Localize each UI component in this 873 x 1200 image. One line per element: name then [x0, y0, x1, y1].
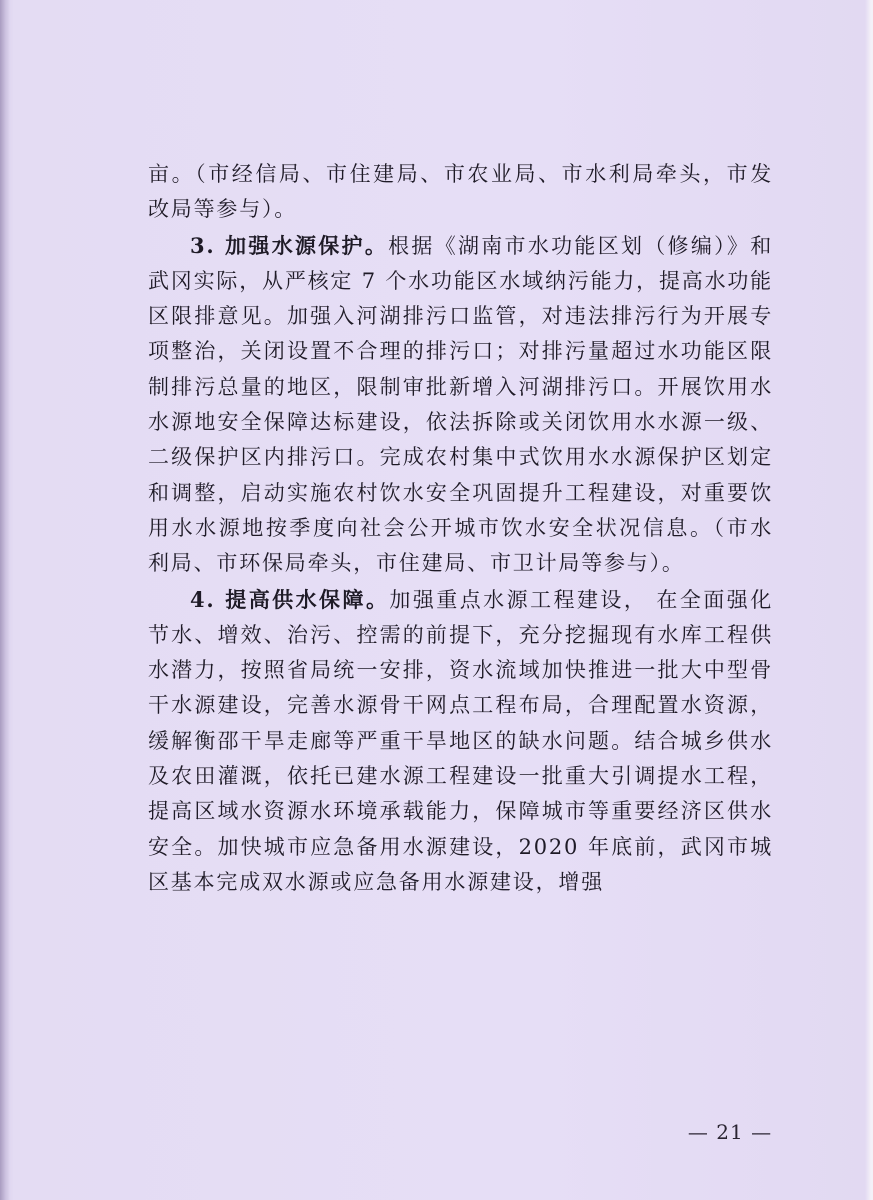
- paragraph-water-supply: [148, 582, 773, 901]
- section-heading-3: 3. 加强水源保护。: [190, 232, 389, 258]
- paragraph-water-source-protection: [148, 228, 773, 582]
- paragraph-continuation: 亩。（市经信局、市住建局、市农业局、市水利局牵头，市发改局等参与）。: [148, 162, 773, 222]
- paragraph-body-3: 根据《湖南市水功能区划（修编）》和武冈实际，从严核定 7 个水功能区水域纳污能力，提高水功能区限排意见。加强入河湖排污口监管，对违法排污行为开展专项整治，关闭设置不合理的排污口；对排污量超过水功能区限制排污总量的地区，限制审批新增入河湖排污口。开展饮用水水源地安全保障达标建设，依法拆除或关闭饮用水水源一级、二级保护区内排污口。完成农村集中式饮用水水源保护区划定和调整，启动实施农村饮水安全巩固提升工程建设，对重要饮用水水源地按季度向社会公开城市饮水安全状况信息。（市水利局、市环保局牵头，市住建局、市卫计局等参与）。: [148, 233, 773, 576]
- binding-shadow: [0, 0, 10, 1200]
- section-heading-4: 4. 提高供水保障。: [190, 586, 390, 612]
- page-edge: [865, 0, 873, 1200]
- body-text: [148, 157, 773, 900]
- page-number: — 21 —: [687, 1120, 773, 1144]
- paragraph-body-4: 加强重点水源工程建设， 在全面强化节水、增效、治污、控需的前提下，充分挖掘现有水库工程供水潜力，按照省局统一安排，资水流域加快推进一批大中型骨干水源建设，完善水源骨干网点工程布局，合理配置水资源，缓解衡邵干旱走廊等严重干旱地区的缺水问题。结合城乡供水及农田灌溉，依托已建水源工程建设一批重大引调提水工程，提高区域水资源水环境承载能力，保障城市等重要经济区供水安全。加快城市应急备用水源建设，2020 年底前，武冈市城区基本完成双水源或应急备用水源建设，增强: [148, 587, 774, 894]
